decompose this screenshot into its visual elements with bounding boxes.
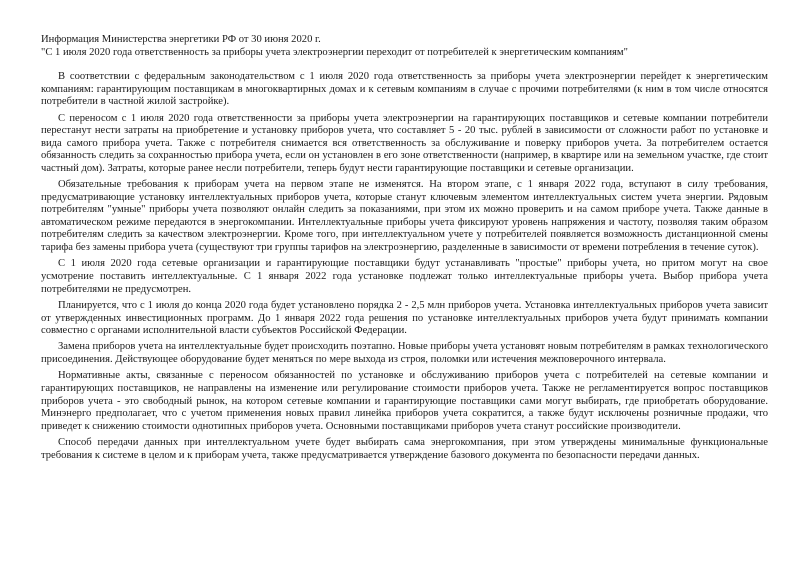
paragraph-8: Способ передачи данных при интеллектуальном учете будет выбирать сама энергокомпания, при этом утверждены минимальные функциональные требования к системе в целом и к приборам учета, также предусматривается утверждение базового документа по безопасности передачи данных. (41, 437, 768, 461)
document-title: "С 1 июля 2020 года ответственность за приборы учета электроэнергии переходит от потребителей к энергетическим компаниям" (41, 46, 628, 58)
paragraph-4: С 1 июля 2020 года сетевые организации и гарантирующие поставщики будут устанавливать "простые" приборы учета, но притом могут на свое усмотрение поставить интеллектуальные. С 1 января 2022 года установке подлежат только интеллектуальные приборы учета. Выбор прибора учета потребителями не предусмотрен. (41, 258, 768, 295)
paragraph-2: С переносом с 1 июля 2020 года ответственности за приборы учета электроэнергии на гарантирующих поставщиков и сетевые компании потребители перестанут нести затраты на приобретение и установку приборов учета, что составляет 5 - 20 тыс. рублей в зависимости от сложности работ по установке и вида самого прибора учета. Также с потребителя снимается вся ответственность за обслуживание и поверку приборов учета. За потребителем остается обязанность следить за сохранностью прибора учета, если он установлен в его зоне ответственности (например, в квартире или на земельном участке, где стоит частный дом). Затраты, которые ранее несли потребители, теперь будут нести гарантирующие поставщики и сетевые организации. (41, 112, 768, 174)
document-header (41, 34, 768, 59)
paragraph-5: Планируется, что с 1 июля до конца 2020 года будет установлено порядка 2 - 2,5 млн приборов учета. Установка интеллектуальных приборов учета зависит от утвержденных инвестиционных программ. До 1 января 2022 года решения по установке интеллектуальных приборов учета будут принимать компании совместно с органами исполнительной власти субъектов Российской Федерации. (41, 299, 768, 337)
paragraph-7: Нормативные акты, связанные с переносом обязанностей по установке и обслуживанию приборов учета с потребителей на сетевые компании и гарантирующих поставщиков, не направлены на изменение или регулирование стоимости приборов учета. Также не регламентируется вопрос поставщиков приборов учета - это свободный рынок, на котором сетевые компании и гарантирующие поставщики сами могут выбирать, где приобретать оборудование. Минэнерго предполагает, что с учетом применения новых правил линейка приборов учета сократится, а также будут исключены розничные продажи, что приведет к снижению стоимости однотипных приборов учета. Основными поставщиками приборов учета станут российские производители. (41, 370, 768, 432)
document-source-line: Информация Министерства энергетики РФ от 30 июня 2020 г. (41, 34, 321, 45)
document-body (41, 71, 768, 462)
paragraph-6: Замена приборов учета на интеллектуальные будет происходить поэтапно. Новые приборы учета установят новым потребителям в рамках технологического присоединения. Действующее оборудование будет меняться по мере выхода из строя, поломки или истечения межповерочного интервала. (41, 341, 768, 366)
paragraph-3: Обязательные требования к приборам учета на первом этапе не изменятся. На втором этапе, с 1 января 2022 года, вступают в силу требования, предусматривающие установку интеллектуальных приборов учета, которые станут ключевым элементом интеллектуальных систем учета энергии. Рядовым потребителям "умные" приборы учета позволяют онлайн следить за показаниями, при этом их можно проверить и на самом приборе учета. Также данные в автоматическом режиме передаются в энергокомпании. Интеллектуальные приборы учета фиксируют уровень напряжения и частоту, позволяя таким образом потребителям следить за качеством электроэнергии. Кроме того, при интеллектуальном учете у потребителей появляется возможность дистанционной смены тарифа без замены прибора учета (существуют три группы тарифов на электроэнергию, разделенные в зависимости от времени потребления в течение суток). (41, 179, 768, 253)
document-page (41, 34, 768, 466)
paragraph-1: В соответствии с федеральным законодательством с 1 июля 2020 года ответственность за приборы учета электроэнергии перейдет к энергетическим компаниям: гарантирующим поставщикам в многоквартирных домах и к сетевым компаниям в случае с прочими потребителями (к ним в том числе относятся потребители в частной жилой застройке). (41, 71, 768, 108)
